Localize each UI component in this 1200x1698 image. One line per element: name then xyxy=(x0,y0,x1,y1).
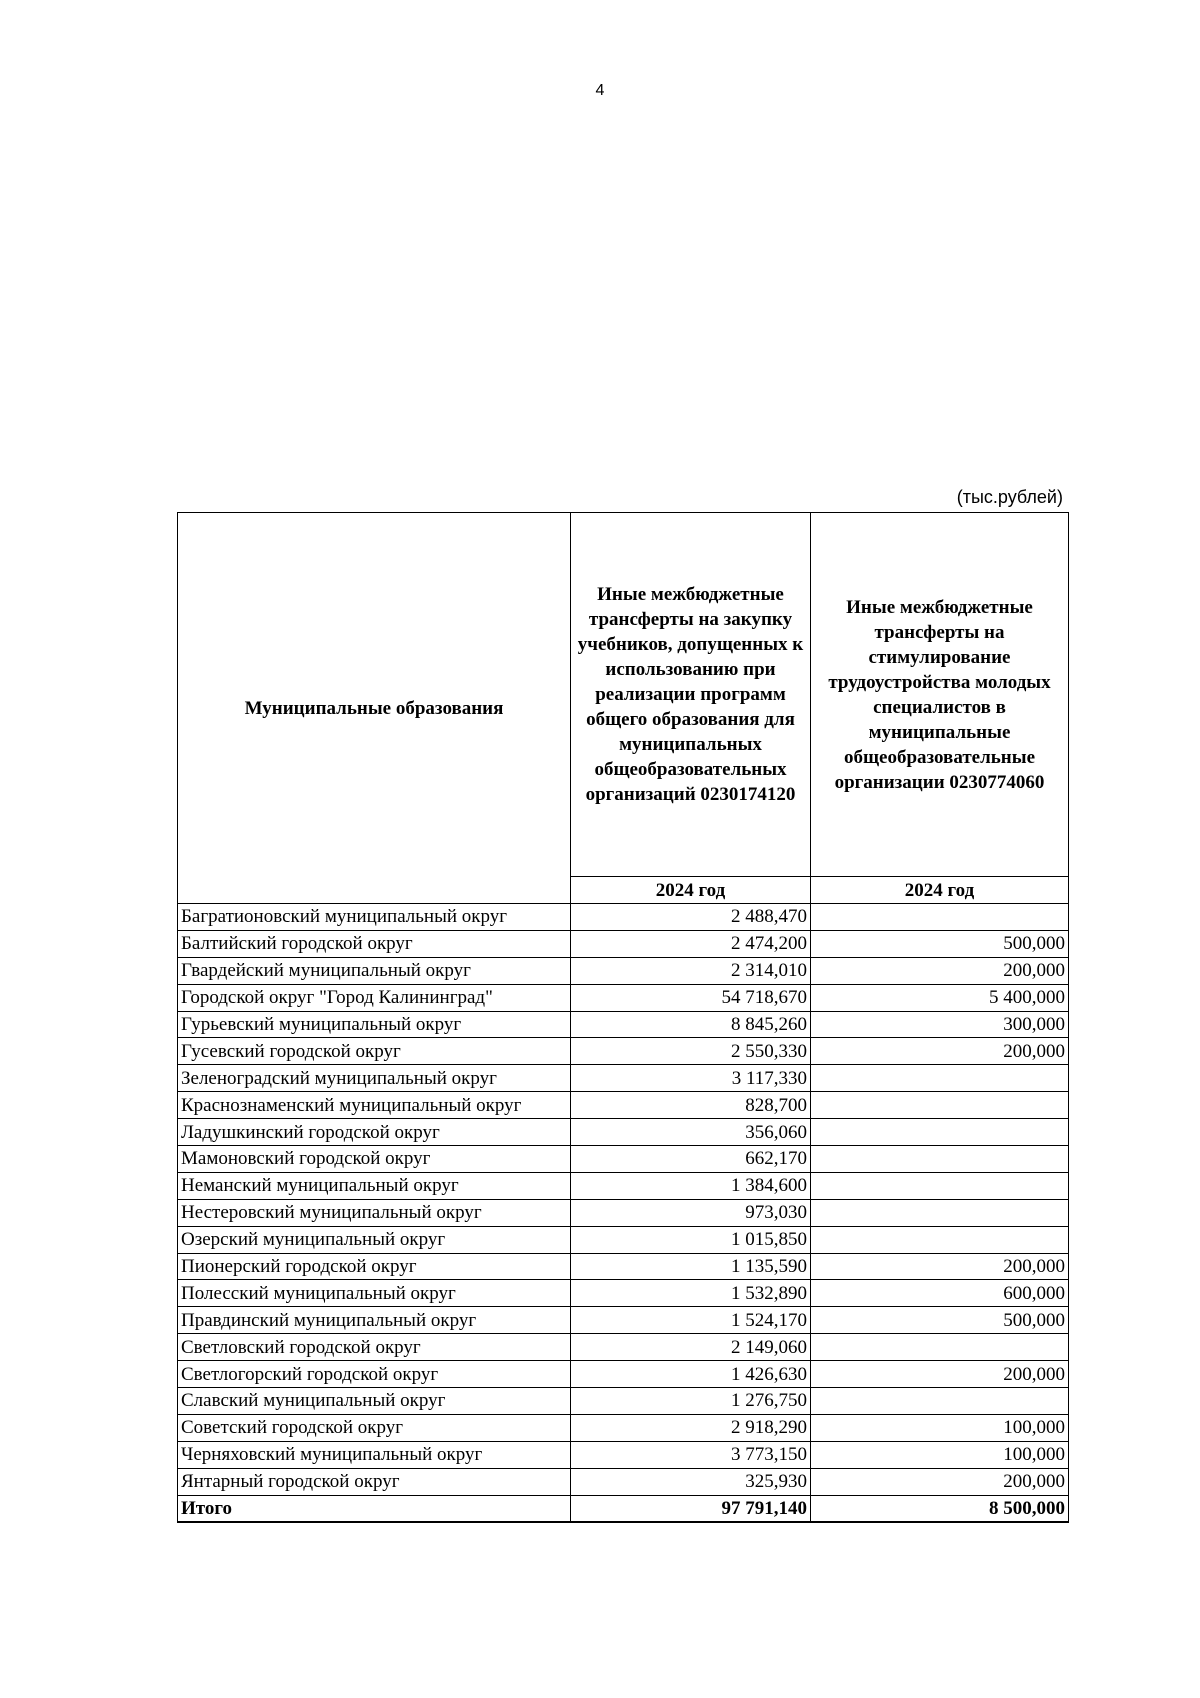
table-row xyxy=(178,1172,1069,1199)
young-specialists-amount xyxy=(811,1388,1069,1415)
transfers-table xyxy=(177,512,1069,1523)
young-specialists-amount: 200,000 xyxy=(811,1253,1069,1280)
textbooks-amount: 2 149,060 xyxy=(571,1334,811,1361)
header-municipalities: Муниципальные образования xyxy=(178,513,571,904)
municipality-name: Краснознаменский муниципальный округ xyxy=(178,1092,571,1119)
municipality-name: Озерский муниципальный округ xyxy=(178,1226,571,1253)
table-row xyxy=(178,1361,1069,1388)
municipality-name: Балтийский городской округ xyxy=(178,930,571,957)
table-body xyxy=(178,904,1069,1523)
textbooks-amount: 2 488,470 xyxy=(571,904,811,931)
textbooks-amount: 325,930 xyxy=(571,1468,811,1495)
young-specialists-amount: 500,000 xyxy=(811,930,1069,957)
table-row xyxy=(178,1011,1069,1038)
municipality-name: Советский городской округ xyxy=(178,1414,571,1441)
municipality-name: Неманский муниципальный округ xyxy=(178,1172,571,1199)
textbooks-amount: 662,170 xyxy=(571,1146,811,1173)
textbooks-amount: 1 384,600 xyxy=(571,1172,811,1199)
textbooks-amount: 1 524,170 xyxy=(571,1307,811,1334)
table-row xyxy=(178,1414,1069,1441)
textbooks-amount: 2 918,290 xyxy=(571,1414,811,1441)
municipality-name: Полесский муниципальный округ xyxy=(178,1280,571,1307)
municipality-name: Гурьевский муниципальный округ xyxy=(178,1011,571,1038)
table-row xyxy=(178,1441,1069,1468)
page-number: 4 xyxy=(595,82,605,99)
municipality-name: Светлогорский городской округ xyxy=(178,1361,571,1388)
header-year-col1: 2024 год xyxy=(571,877,811,904)
young-specialists-amount xyxy=(811,1065,1069,1092)
municipality-name: Городской округ "Город Калининград" xyxy=(178,984,571,1011)
municipality-name: Ладушкинский городской округ xyxy=(178,1119,571,1146)
table-row xyxy=(178,1307,1069,1334)
young-specialists-amount xyxy=(811,1226,1069,1253)
young-specialists-amount xyxy=(811,904,1069,931)
young-specialists-amount: 200,000 xyxy=(811,1361,1069,1388)
textbooks-amount: 1 532,890 xyxy=(571,1280,811,1307)
municipality-name: Гусевский городской округ xyxy=(178,1038,571,1065)
textbooks-amount: 973,030 xyxy=(571,1199,811,1226)
header-textbooks-transfers: Иные межбюджетные трансферты на закупку учебников, допущенных к использованию при реализации программ общего образования для муниципальных общеобразовательных организаций 0230174120 xyxy=(571,513,811,877)
young-specialists-amount: 200,000 xyxy=(811,1038,1069,1065)
textbooks-amount: 8 845,260 xyxy=(571,1011,811,1038)
total-young-specialists-amount: 8 500,000 xyxy=(811,1495,1069,1522)
young-specialists-amount xyxy=(811,1092,1069,1119)
table-row xyxy=(178,1334,1069,1361)
table-row xyxy=(178,984,1069,1011)
table-row xyxy=(178,1199,1069,1226)
table-row xyxy=(178,1065,1069,1092)
table-row xyxy=(178,1280,1069,1307)
municipality-name: Мамоновский городской округ xyxy=(178,1146,571,1173)
total-textbooks-amount: 97 791,140 xyxy=(571,1495,811,1522)
table-row xyxy=(178,1146,1069,1173)
young-specialists-amount: 200,000 xyxy=(811,1468,1069,1495)
municipality-name: Правдинский муниципальный округ xyxy=(178,1307,571,1334)
young-specialists-amount xyxy=(811,1334,1069,1361)
textbooks-amount: 3 773,150 xyxy=(571,1441,811,1468)
young-specialists-amount xyxy=(811,1146,1069,1173)
table-row xyxy=(178,1119,1069,1146)
young-specialists-amount: 200,000 xyxy=(811,957,1069,984)
municipality-name: Янтарный городской округ xyxy=(178,1468,571,1495)
young-specialists-amount: 300,000 xyxy=(811,1011,1069,1038)
table-row xyxy=(178,1253,1069,1280)
young-specialists-amount xyxy=(811,1172,1069,1199)
textbooks-amount: 1 426,630 xyxy=(571,1361,811,1388)
table-row xyxy=(178,1092,1069,1119)
table-row xyxy=(178,1388,1069,1415)
header-year-col2: 2024 год xyxy=(811,877,1069,904)
young-specialists-amount: 100,000 xyxy=(811,1441,1069,1468)
municipality-name: Пионерский городской округ xyxy=(178,1253,571,1280)
municipality-name: Черняховский муниципальный округ xyxy=(178,1441,571,1468)
textbooks-amount: 828,700 xyxy=(571,1092,811,1119)
municipality-name: Гвардейский муниципальный округ xyxy=(178,957,571,984)
textbooks-amount: 356,060 xyxy=(571,1119,811,1146)
young-specialists-amount: 600,000 xyxy=(811,1280,1069,1307)
textbooks-amount: 54 718,670 xyxy=(571,984,811,1011)
young-specialists-amount xyxy=(811,1199,1069,1226)
municipality-name: Славский муниципальный округ xyxy=(178,1388,571,1415)
total-label: Итого xyxy=(178,1495,571,1522)
table-row xyxy=(178,1468,1069,1495)
young-specialists-amount xyxy=(811,1119,1069,1146)
textbooks-amount: 2 314,010 xyxy=(571,957,811,984)
textbooks-amount: 2 474,200 xyxy=(571,930,811,957)
textbooks-amount: 1 135,590 xyxy=(571,1253,811,1280)
municipality-name: Багратионовский муниципальный округ xyxy=(178,904,571,931)
young-specialists-amount: 500,000 xyxy=(811,1307,1069,1334)
table-row xyxy=(178,1038,1069,1065)
header-young-specialists-transfers: Иные межбюджетные трансферты на стимулирование трудоустройства молодых специалистов в муниципальные общеобразовательные организации 0230774060 xyxy=(811,513,1069,877)
municipality-name: Зеленоградский муниципальный округ xyxy=(178,1065,571,1092)
municipality-name: Светловский городской округ xyxy=(178,1334,571,1361)
young-specialists-amount: 5 400,000 xyxy=(811,984,1069,1011)
municipality-name: Нестеровский муниципальный округ xyxy=(178,1199,571,1226)
table-row xyxy=(178,904,1069,931)
textbooks-amount: 1 276,750 xyxy=(571,1388,811,1415)
units-label: (тыс.рублей) xyxy=(956,487,1063,507)
textbooks-amount: 1 015,850 xyxy=(571,1226,811,1253)
table-row xyxy=(178,1226,1069,1253)
textbooks-amount: 3 117,330 xyxy=(571,1065,811,1092)
table-row xyxy=(178,930,1069,957)
total-row xyxy=(178,1495,1069,1522)
textbooks-amount: 2 550,330 xyxy=(571,1038,811,1065)
table-row xyxy=(178,957,1069,984)
young-specialists-amount: 100,000 xyxy=(811,1414,1069,1441)
